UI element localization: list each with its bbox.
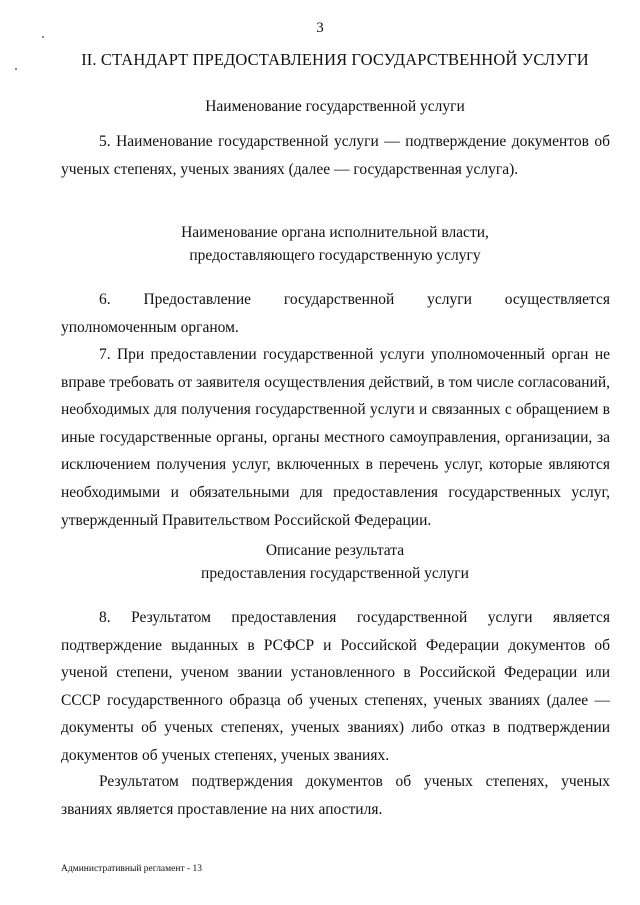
- paragraph-8: 8. Результатом предоставления государственной услуги является подтверждение выданных в РСФСР и Российской Федерации документов об ученой степени, ученом звании установленного в Российской Федерации или СССР государственного образца об ученых степенях, ученых званиях (далее — документы об ученых степенях, ученых званиях) либо отказ в подтверждении документов об ученых степенях, ученых званиях.: [61, 609, 610, 764]
- footer-label: Административный регламент - 13: [61, 864, 203, 874]
- heading-authority-line2: предоставляющего государственную услугу: [189, 247, 481, 264]
- paragraph-7: 7. При предоставлении государственной услуги уполномоченный орган не вправе требовать от заявителя осуществления действий, в том числе согласований, необходимых для получения государственной услуги и связанных с обращением в иные государственные органы, органы местного самоуправления, организации, за исключением получения услуг, включенных в перечень услуг, которые являются необходимыми и обязательными для предоставления государственных услуг, утвержденный Правительством Российской Федерации.: [61, 346, 610, 529]
- paragraph-5: 5. Наименование государственной услуги — подтверждение документов об ученых степенях, ученых званиях (далее — государственная услуга).: [61, 133, 610, 178]
- heading-authority: [60, 221, 610, 267]
- page-number: 3: [316, 20, 324, 36]
- paragraph-6: 6. Предоставление государственной услуги осуществляется уполномоченным органом.: [61, 291, 610, 336]
- scan-speck: [15, 68, 17, 70]
- heading-result-line1: Описание результата: [265, 542, 405, 559]
- heading-result-line2: предоставления государственной услуги: [201, 565, 469, 582]
- paragraph-8-result: Результатом подтверждения документов об ученых степенях, ученых званиях является проставление на них апостиля.: [61, 773, 610, 818]
- heading-authority-line1: Наименование органа исполнительной власти,: [181, 224, 489, 241]
- section-title: II. СТАНДАРТ ПРЕДОСТАВЛЕНИЯ ГОСУДАРСТВЕННОЙ УСЛУГИ: [81, 50, 589, 69]
- heading-result: [60, 539, 610, 585]
- heading-service-name: Наименование государственной услуги: [205, 98, 465, 115]
